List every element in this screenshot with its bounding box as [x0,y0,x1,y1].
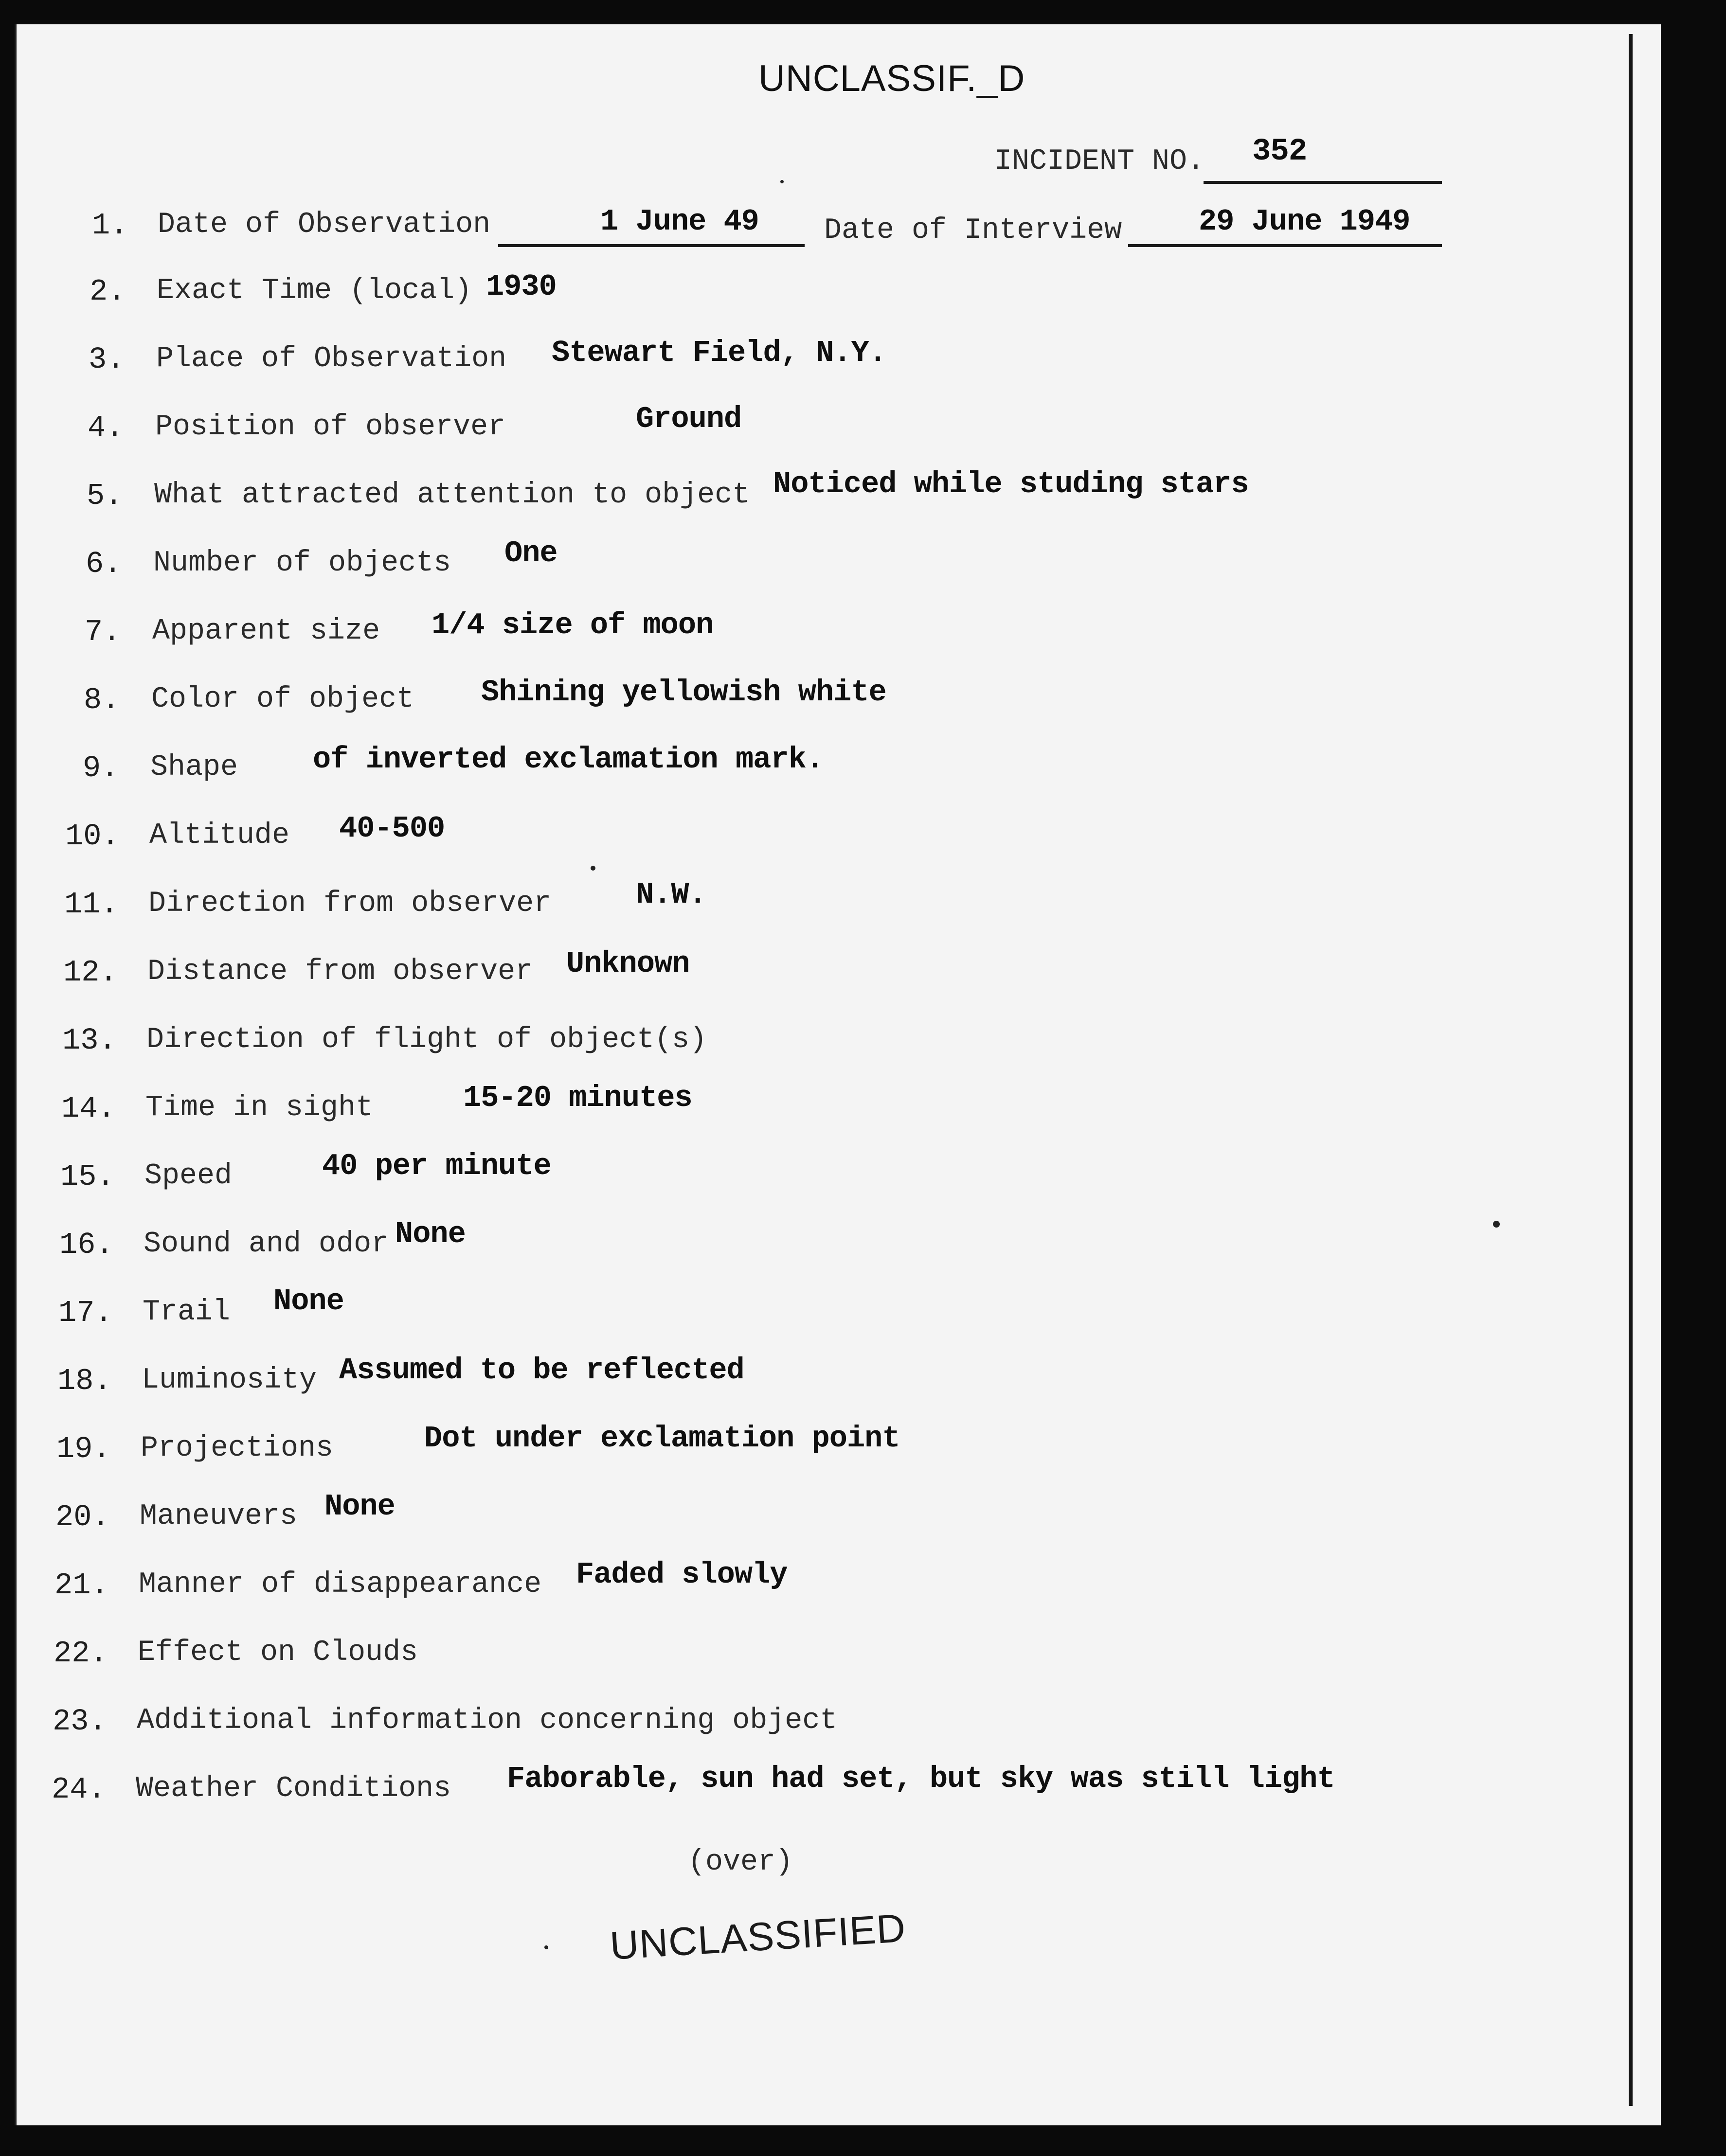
date-of-observation-underline [498,244,805,247]
item-number-1: 1. [92,208,128,243]
date-of-observation-value: 1 June 49 [600,204,759,239]
item-number: 22. [54,1636,108,1671]
document-page [15,24,1661,2125]
attracted-attention-value: Noticed while studing stars [773,467,1249,501]
incident-number: 352 [1252,134,1307,169]
classification-stamp-top: UNCLASSIF._D [758,58,1025,99]
time-in-sight-label: Time in sight [145,1091,374,1124]
color-of-object-value: Shining yellowish white [481,675,886,710]
item-number: 23. [53,1704,107,1739]
item-number: 4. [88,410,124,445]
date-of-interview-underline [1128,244,1442,247]
item-number: 19. [56,1432,111,1466]
item-number: 9. [83,751,119,785]
projections-value: Dot under exclamation point [424,1421,900,1456]
trail-value: None [273,1284,344,1319]
altitude-label: Altitude [149,819,290,852]
manner-of-disappearance-label: Manner of disappearance [139,1568,542,1601]
film-frame-edge [1659,0,1726,2156]
distance-from-observer-label: Distance from observer [147,955,533,988]
luminosity-label: Luminosity [142,1364,317,1397]
item-number: 13. [62,1023,117,1058]
date-of-observation-label: Date of Observation [158,208,491,241]
item-number: 10. [65,819,120,854]
shape-label: Shape [150,751,238,784]
maneuvers-label: Maneuvers [140,1500,298,1533]
item-number: 3. [89,342,125,377]
item-number: 14. [61,1091,116,1126]
film-frame-line [1629,34,1633,2106]
color-of-object-label: Color of object [151,683,414,716]
sound-and-odor-value: None [395,1217,466,1251]
distance-from-observer-value: Unknown [566,946,690,981]
effect-on-clouds-label: Effect on Clouds [138,1636,418,1669]
paper-speck [780,180,784,183]
item-number: 20. [55,1500,110,1534]
position-of-observer-value: Ground [636,402,742,436]
apparent-size-value: 1/4 size of moon [432,608,714,642]
incident-number-underline [1204,181,1442,184]
manner-of-disappearance-value: Faded slowly [576,1557,788,1592]
item-number: 16. [59,1228,114,1262]
item-number: 6. [86,547,122,581]
luminosity-value: Assumed to be reflected [339,1353,744,1388]
sound-and-odor-label: Sound and odor [144,1228,389,1261]
additional-information-label: Additional information concerning object [137,1704,838,1737]
classification-stamp-bottom: UNCLASSIFIED [609,1906,907,1968]
item-number: 5. [87,479,123,513]
maneuvers-value: None [324,1489,395,1524]
paper-speck [544,1945,548,1949]
item-number: 21. [54,1568,109,1603]
item-number: 15. [60,1159,115,1194]
place-of-observation-label: Place of Observation [156,342,507,375]
shape-value: of inverted exclamation mark. [313,742,824,777]
time-in-sight-value: 15-20 minutes [463,1081,692,1115]
direction-from-observer-value: N.W. [636,877,706,912]
over-note: (over) [688,1846,793,1879]
item-number: 2. [90,274,126,309]
weather-conditions-label: Weather Conditions [136,1772,451,1805]
trail-label: Trail [143,1296,231,1329]
item-number: 24. [52,1772,106,1807]
paper-speck [591,866,595,871]
speed-value: 40 per minute [322,1149,551,1183]
item-number: 17. [58,1296,113,1330]
paper-speck [1493,1221,1500,1228]
item-number: 8. [84,683,120,717]
incident-label: INCIDENT NO. [994,145,1205,178]
number-of-objects-value: One [504,536,557,570]
projections-label: Projections [141,1432,334,1465]
number-of-objects-label: Number of objects [153,547,451,580]
attracted-attention-label: What attracted attention to object [154,479,750,512]
place-of-observation-value: Stewart Field, N.Y. [552,336,886,370]
apparent-size-label: Apparent size [152,615,380,648]
exact-time-value: 1930 [486,269,557,304]
altitude-value: 40-500 [339,811,445,846]
item-number: 12. [63,955,118,990]
direction-from-observer-label: Direction from observer [148,887,552,920]
item-number: 18. [57,1364,112,1398]
date-of-interview-label: Date of Interview [824,214,1122,247]
date-of-interview-value: 29 June 1949 [1199,204,1410,239]
speed-label: Speed [144,1159,233,1193]
item-number: 11. [64,887,119,922]
exact-time-label: Exact Time (local) [157,274,472,307]
position-of-observer-label: Position of observer [155,410,506,444]
direction-of-flight-label: Direction of flight of object(s) [146,1023,707,1056]
weather-conditions-value: Faborable, sun had set, but sky was still light [507,1762,1335,1796]
item-number: 7. [85,615,121,649]
